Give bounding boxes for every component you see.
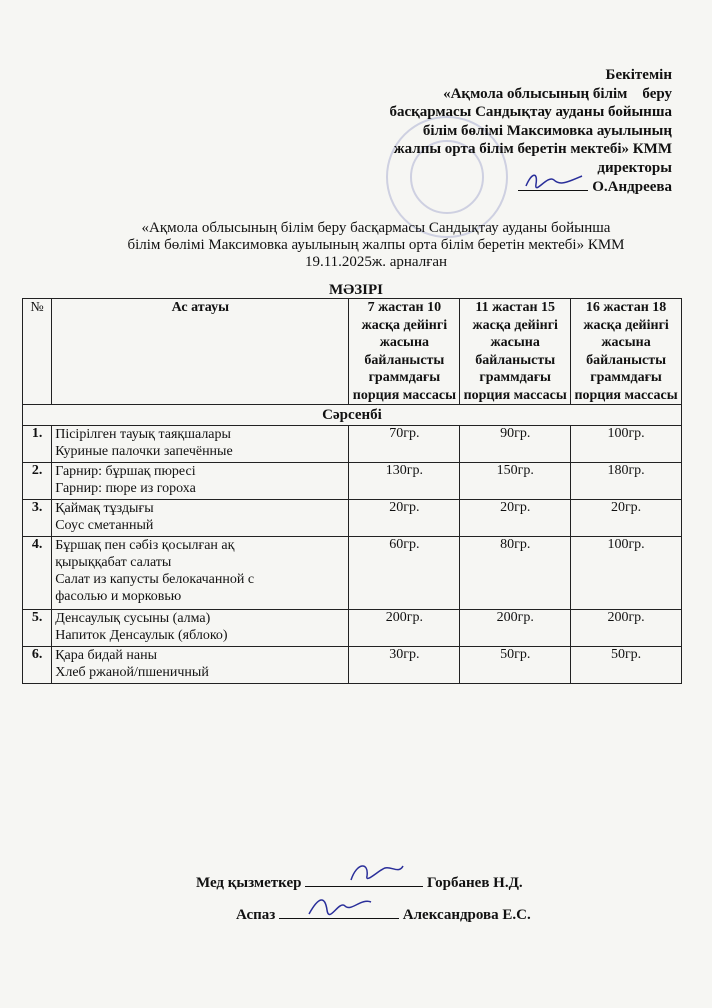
portion-7-10: 200гр. — [349, 610, 460, 647]
portion-7-10: 70гр. — [349, 426, 460, 463]
portion-16-18: 20гр. — [571, 500, 682, 537]
dish-name-kz: Денсаулық сусыны (алма) — [55, 611, 211, 626]
director-name: О.Андреева — [592, 178, 672, 195]
table-row — [23, 500, 682, 537]
dish-name-kz: Қара бидай наны — [55, 648, 158, 663]
header-dish-name: Ас атауы — [52, 299, 349, 405]
dish-cell — [52, 537, 349, 610]
menu-date: 19.11.2025ж. арналған — [304, 254, 448, 270]
table-row — [23, 426, 682, 463]
dish-name-kz: Гарнир: бұршақ пюресі — [55, 464, 196, 479]
portion-16-18: 200гр. — [571, 610, 682, 647]
dish-cell — [52, 610, 349, 647]
approval-block — [312, 66, 672, 196]
approval-line: «Ақмола облысының білім беру — [443, 85, 672, 102]
portion-7-10: 30гр. — [349, 647, 460, 684]
cook-signature — [305, 892, 375, 918]
approval-line: жалпы орта білім беретін мектебі» КММ — [393, 141, 672, 158]
dish-cell — [52, 500, 349, 537]
medic-signature — [345, 860, 405, 886]
dish-name-kz: Пісірілген тауық таяқшалары — [55, 427, 231, 442]
day-name: Сәрсенбі — [23, 405, 682, 426]
portion-7-10: 20гр. — [349, 500, 460, 537]
organization-line: білім бөлімі Максимовка ауылының жалпы орта білім беретін мектебі» КММ — [127, 237, 625, 253]
portion-11-15: 150гр. — [460, 463, 571, 500]
row-number: 6. — [23, 647, 52, 684]
cook-role: Аспаз — [236, 907, 276, 923]
row-number: 1. — [23, 426, 52, 463]
portion-7-10: 60гр. — [349, 537, 460, 610]
table-row — [23, 647, 682, 684]
portion-11-15: 50гр. — [460, 647, 571, 684]
menu-table — [22, 298, 682, 684]
portion-16-18: 180гр. — [571, 463, 682, 500]
director-signature-line — [518, 178, 588, 191]
table-row — [23, 537, 682, 610]
dish-name-kz: Қаймақ тұздығы — [55, 501, 154, 516]
dish-name-ru: Соус сметанный — [55, 518, 154, 533]
cook-signature-line — [279, 904, 399, 919]
dish-name-ru: Напиток Денсаулык (яблоко) — [55, 628, 228, 643]
table-row — [23, 610, 682, 647]
approval-line: басқармасы Сандықтау ауданы бойынша — [389, 104, 672, 121]
dish-cell — [52, 426, 349, 463]
table-header-row — [23, 299, 682, 405]
portion-7-10: 130гр. — [349, 463, 460, 500]
dish-name-kz: Бұршақ пен сәбіз қосылған ақ қырыққабат салаты — [55, 538, 235, 570]
portion-16-18: 50гр. — [571, 647, 682, 684]
header-age-7-10: 7 жастан 10 жасқа дейінгі жасына байланысты граммдағы порция массасы — [349, 299, 460, 405]
header-age-16-18: 16 жастан 18 жасқа дейінгі жасына байланысты граммдағы порция массасы — [571, 299, 682, 405]
row-number: 4. — [23, 537, 52, 610]
portion-11-15: 20гр. — [460, 500, 571, 537]
director-signature — [518, 168, 588, 190]
dish-name-ru: Куриные палочки запечённые — [55, 444, 233, 459]
medic-role: Мед қызметкер — [196, 875, 302, 891]
portion-11-15: 80гр. — [460, 537, 571, 610]
dish-cell — [52, 647, 349, 684]
organization-header — [86, 220, 666, 271]
portion-16-18: 100гр. — [571, 537, 682, 610]
approval-line: Бекітемін — [605, 67, 672, 83]
cook-name: Александрова Е.С. — [402, 907, 531, 923]
row-number: 2. — [23, 463, 52, 500]
medic-signature-row — [196, 872, 523, 892]
dish-name-ru: Хлеб ржаной/пшеничный — [55, 665, 209, 680]
portion-11-15: 90гр. — [460, 426, 571, 463]
dish-name-ru: Салат из капусты белокачанной с фасолью и морковью — [55, 572, 255, 604]
director-signature-row — [312, 178, 672, 197]
dish-name-ru: Гарнир: пюре из гороха — [55, 481, 196, 496]
medic-signature-line — [305, 872, 423, 887]
medic-name: Горбанев Н.Д. — [426, 875, 523, 891]
approval-line: директоры — [597, 159, 672, 176]
dish-cell — [52, 463, 349, 500]
row-number: 5. — [23, 610, 52, 647]
portion-16-18: 100гр. — [571, 426, 682, 463]
cook-signature-row — [236, 904, 531, 924]
header-age-11-15: 11 жастан 15 жасқа дейінгі жасына байланысты граммдағы порция массасы — [460, 299, 571, 405]
approval-line: білім бөлімі Максимовка ауылының — [422, 122, 672, 139]
header-number: № — [23, 299, 52, 405]
row-number: 3. — [23, 500, 52, 537]
organization-line: «Ақмола облысының білім беру басқармасы Сандықтау ауданы бойынша — [141, 220, 611, 236]
portion-11-15: 200гр. — [460, 610, 571, 647]
table-row — [23, 463, 682, 500]
day-row — [23, 405, 682, 426]
menu-title: МӘЗІРІ — [329, 282, 383, 298]
